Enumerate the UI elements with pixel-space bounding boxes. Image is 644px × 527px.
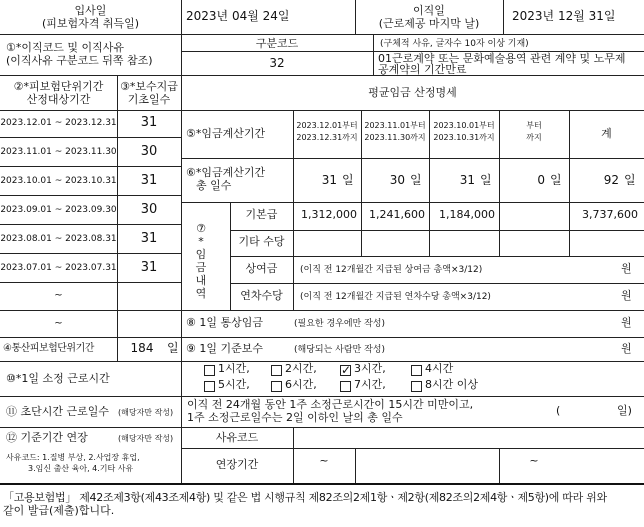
bonus-unit: 원 bbox=[621, 262, 632, 275]
period-row[interactable]: 2023.12.01 ~ 2023.12.31 bbox=[0, 118, 117, 128]
period-days[interactable]: 30 bbox=[140, 202, 158, 217]
hire-date-value[interactable]: 2023년 04월 24일 bbox=[186, 9, 290, 23]
period-days[interactable]: 31 bbox=[140, 115, 158, 130]
daily-pay-label: ⑨ 1일 기준보수 bbox=[186, 342, 263, 355]
hours-4-checkbox[interactable] bbox=[411, 365, 422, 376]
reason-codes-line2: 3.임신 출산 육아, 4.기타 사유 bbox=[28, 464, 134, 473]
work-hours-label: ⑩*1일 소정 근로시간 bbox=[6, 372, 110, 385]
short-work-text-line2: 1주 소정근로일수는 2일 이하인 날의 총 일수 bbox=[187, 411, 403, 424]
period-days[interactable]: 30 bbox=[140, 144, 158, 159]
annual-leave-label: 연차수당 bbox=[240, 289, 283, 302]
hours-option-label: 7시간, bbox=[354, 378, 386, 391]
base-pay-value[interactable]: 1,241,600 bbox=[369, 208, 425, 221]
day-unit: 일 bbox=[550, 173, 562, 187]
short-work-days-unit: 일) bbox=[617, 404, 632, 417]
code-label: 구분코드 bbox=[255, 37, 299, 50]
hours-option-label: 8시간 이상 bbox=[425, 378, 478, 391]
total-period-label: ④통산피보험단위기간 bbox=[3, 343, 94, 354]
reason-code-label: 사유코드 bbox=[215, 431, 259, 444]
reason-note: (구체적 사유, 글자수 10자 이상 기재) bbox=[380, 39, 529, 49]
day-unit: 일 bbox=[410, 173, 422, 187]
hours-option-label: 6시간, bbox=[285, 378, 317, 391]
annual-leave-unit: 원 bbox=[621, 289, 632, 302]
hours-2-checkbox[interactable] bbox=[271, 365, 282, 376]
annual-leave-note: (이직 전 12개월간 지급된 연차수당 총액×3/12) bbox=[300, 292, 491, 302]
calc-col-to[interactable]: 2023.12.31까지 bbox=[296, 133, 358, 142]
hire-date-label: 입사일 bbox=[74, 4, 107, 17]
calc-col-to[interactable]: 2023.11.30까지 bbox=[364, 133, 426, 142]
day-unit: 일 bbox=[342, 173, 354, 187]
hours-option-label: 3시간, bbox=[354, 362, 386, 375]
total-col-label: 계 bbox=[601, 127, 612, 140]
paid-days-label: ③*보수지급 bbox=[120, 80, 178, 93]
bonus-label: 상여금 bbox=[245, 262, 278, 275]
hours-5-checkbox[interactable] bbox=[204, 381, 215, 392]
leave-date-value[interactable]: 2023년 12월 31일 bbox=[512, 9, 616, 23]
period-row[interactable]: 2023.10.01 ~ 2023.10.31 bbox=[0, 176, 117, 186]
reason-codes-line1: 사유코드: 1.질병 부상, 2.사업장 휴업, bbox=[6, 453, 140, 462]
normal-wage-unit: 원 bbox=[621, 316, 632, 329]
hours-option-label: 4시간 bbox=[425, 362, 454, 375]
normal-wage-note: (필요한 경우에만 작성) bbox=[294, 319, 385, 329]
hours-7-checkbox[interactable] bbox=[340, 381, 351, 392]
base-period-extension-label: ⑫ 기준기간 연장 bbox=[6, 431, 88, 444]
insured-period-label: ②*피보험단위기간 bbox=[13, 80, 104, 93]
daily-pay-unit: 원 bbox=[621, 342, 632, 355]
period-row[interactable]: ~ bbox=[54, 318, 63, 329]
short-work-days-label: ⑪ 초단시간 근로일수 bbox=[6, 405, 110, 418]
other-allowance-label: 기타 수당 bbox=[238, 235, 285, 248]
normal-wage-label: ⑧ 1일 통상임금 bbox=[186, 316, 263, 329]
wage-detail-title: ⑦*임금내역 bbox=[195, 222, 207, 300]
paid-days-sublabel: 기초일수 bbox=[127, 93, 171, 106]
extension-tilde: ~ bbox=[529, 454, 539, 467]
calc-days-label: ⑥*임금계산기간 bbox=[186, 166, 266, 179]
period-days[interactable]: 31 bbox=[140, 173, 158, 188]
calc-col-from[interactable]: 부터 bbox=[526, 121, 542, 130]
calc-days-value[interactable]: 31 bbox=[321, 173, 337, 187]
leave-code-value[interactable]: 32 bbox=[269, 56, 285, 70]
period-row[interactable]: ~ bbox=[54, 290, 63, 301]
base-pay-total[interactable]: 3,737,600 bbox=[582, 208, 638, 221]
extension-period-label: 연장기간 bbox=[215, 458, 259, 471]
footer-statement-line2: 같이 발급(제출)합니다. bbox=[3, 504, 115, 517]
total-days-value[interactable]: 184 bbox=[130, 341, 154, 355]
hours-6-checkbox[interactable] bbox=[271, 381, 282, 392]
period-row[interactable]: 2023.09.01 ~ 2023.09.30 bbox=[0, 205, 117, 215]
hours-1-checkbox[interactable] bbox=[204, 365, 215, 376]
calc-col-to[interactable]: 까지 bbox=[526, 133, 542, 142]
hours-option-label: 1시간, bbox=[218, 362, 250, 375]
hire-date-sublabel: (피보험자격 취득일) bbox=[41, 17, 140, 30]
reason-text-line1[interactable]: 01근로계약 또는 문화예술용역 관련 계약 및 노무제 bbox=[378, 52, 626, 65]
short-work-text-line1: 이직 전 24개월 동안 1주 소정근로시간이 15시간 미만이고, bbox=[187, 398, 474, 411]
day-unit: 일 bbox=[624, 173, 636, 187]
calc-days-value[interactable]: 30 bbox=[389, 173, 405, 187]
bonus-note: (이직 전 12개월간 지급된 상여금 총액×3/12) bbox=[300, 265, 483, 275]
hours-option-label: 2시간, bbox=[285, 362, 317, 375]
base-pay-value[interactable]: 1,312,000 bbox=[301, 208, 357, 221]
calc-col-to[interactable]: 2023.10.31까지 bbox=[433, 133, 495, 142]
reason-text-line2[interactable]: 공계약의 기간만료 bbox=[378, 63, 467, 76]
base-pay-label: 기본급 bbox=[245, 208, 278, 221]
base-period-extension-note: (해당자만 작성) bbox=[118, 434, 174, 443]
calc-days-sublabel: 총 일수 bbox=[196, 179, 232, 192]
leave-date-sublabel: (근로제공 마지막 날) bbox=[378, 17, 480, 30]
calc-period-label: ⑤*임금계산기간 bbox=[186, 127, 266, 140]
short-work-open-paren: ( bbox=[556, 404, 561, 417]
calc-col-from[interactable]: 2023.10.01부터 bbox=[433, 121, 495, 130]
calc-days-total[interactable]: 92 bbox=[603, 173, 619, 187]
leave-reason-sublabel: (이직사유 구분코드 뒤쪽 참조) bbox=[6, 54, 153, 67]
total-days-unit: 일 bbox=[167, 341, 179, 355]
calc-days-value[interactable]: 0 bbox=[537, 173, 545, 187]
short-work-days-note: (해당자만 작성) bbox=[118, 408, 174, 417]
calc-col-from[interactable]: 2023.12.01부터 bbox=[296, 121, 358, 130]
hours-8-checkbox[interactable] bbox=[411, 381, 422, 392]
day-unit: 일 bbox=[480, 173, 492, 187]
leave-date-label: 이직일 bbox=[413, 4, 445, 17]
leave-reason-label: ①*이직코드 및 이직사유 bbox=[6, 41, 124, 54]
calc-col-from[interactable]: 2023.11.01부터 bbox=[364, 121, 426, 130]
avg-wage-title: 평균임금 산정명세 bbox=[368, 86, 457, 99]
period-days[interactable]: 31 bbox=[140, 260, 158, 275]
period-row[interactable]: 2023.07.01 ~ 2023.07.31 bbox=[0, 263, 117, 273]
base-pay-value[interactable]: 1,184,000 bbox=[439, 208, 495, 221]
insured-period-sublabel: 산정대상기간 bbox=[26, 93, 91, 106]
daily-pay-note: (해당되는 사람만 작성) bbox=[294, 345, 385, 355]
footer-statement-line1: 「고용보험법」 제42조제3항(제43조제4항) 및 같은 법 시행규칙 제82조의2제1항ㆍ제2항(제82조의2제4항ㆍ제5항)에 따라 위와 bbox=[3, 491, 607, 504]
period-row[interactable]: 2023.08.01 ~ 2023.08.31 bbox=[0, 234, 117, 244]
hours-3-checkbox[interactable] bbox=[340, 365, 351, 376]
extension-tilde: ~ bbox=[319, 454, 329, 467]
hours-option-label: 5시간, bbox=[218, 378, 250, 391]
period-days[interactable]: 31 bbox=[140, 231, 158, 246]
period-row[interactable]: 2023.11.01 ~ 2023.11.30 bbox=[0, 147, 117, 157]
calc-days-value[interactable]: 31 bbox=[459, 173, 475, 187]
